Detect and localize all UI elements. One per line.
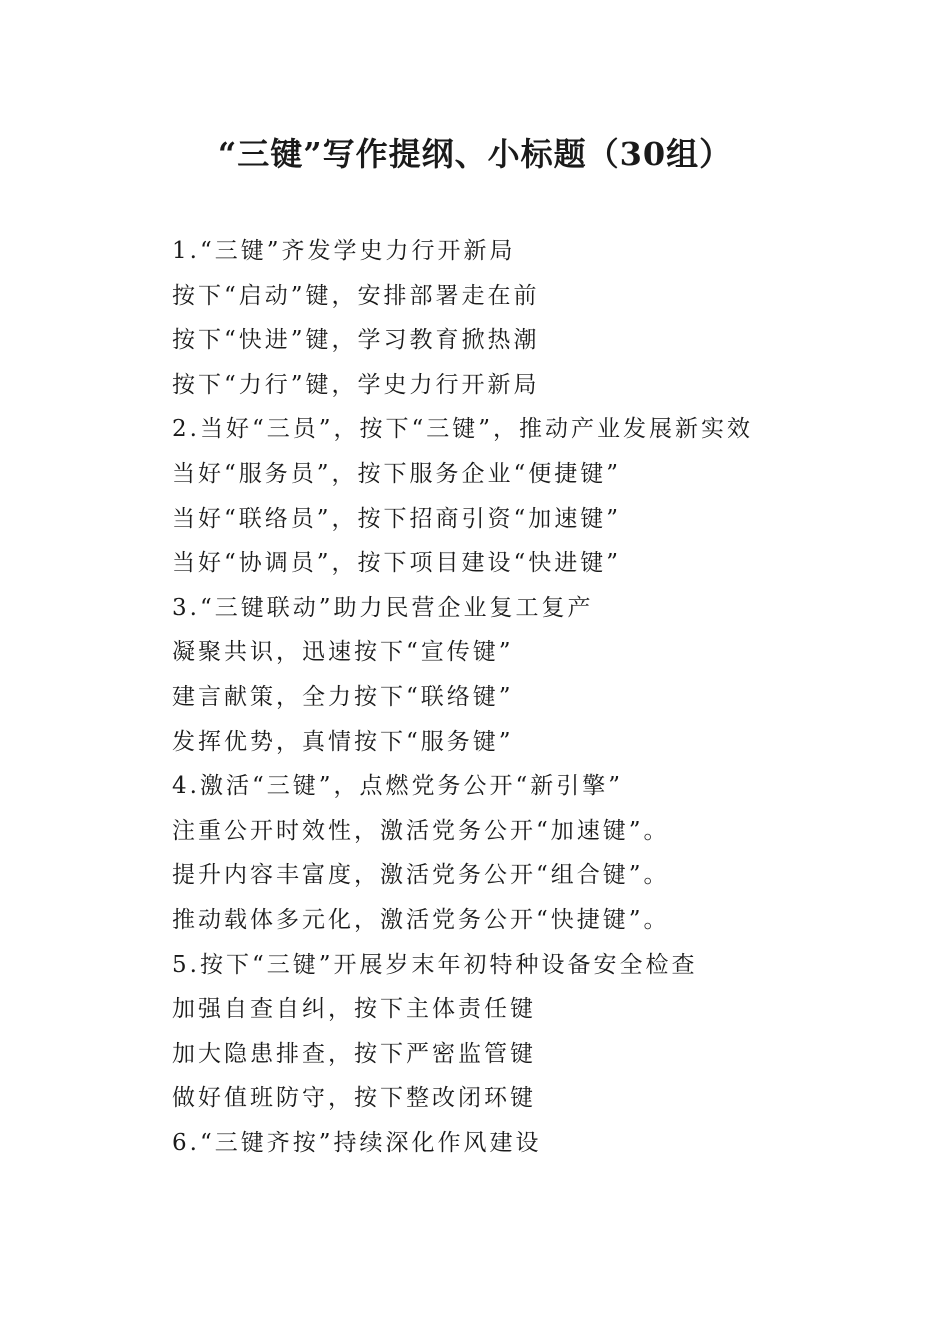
outline-item: 推动载体多元化，激活党务公开“快捷键”。 — [172, 906, 670, 933]
outline-item: 凝聚共识，迅速按下“宣传键” — [172, 639, 514, 666]
outline-item: 发挥优势，真情按下“服务键” — [172, 728, 514, 755]
outline-item: 当好“联络员”，按下招商引资“加速键” — [172, 505, 622, 532]
outline-item: 注重公开时效性，激活党务公开“加速键”。 — [172, 817, 670, 844]
outline-item: 当好“协调员”，按下项目建设“快进键” — [172, 550, 622, 577]
section-heading: 5.按下“三键”开展岁末年初特种设备安全检查 — [172, 951, 698, 978]
section-heading: 1.“三键”齐发学史力行开新局 — [172, 238, 516, 264]
outline-item: 做好值班防守，按下整改闭环键 — [172, 1085, 536, 1112]
section-heading: 4.激活“三键”，点燃党务公开“新引擎” — [172, 773, 623, 800]
outline-item: 当好“服务员”，按下服务企业“便捷键” — [172, 460, 622, 487]
document-title: “三键”写作提纲、小标题（30组） — [217, 135, 733, 173]
section-heading: 3.“三键联动”助力民营企业复工复产 — [172, 594, 594, 621]
section-heading: 6.“三键齐按”持续深化作风建设 — [172, 1129, 542, 1156]
outline-item: 按下“快进”键，学习教育掀热潮 — [172, 327, 540, 354]
outline-item: 提升内容丰富度，激活党务公开“组合键”。 — [172, 862, 670, 889]
outline-item: 建言献策，全力按下“联络键” — [172, 683, 514, 710]
outline-item: 加强自查自纠，按下主体责任键 — [172, 996, 536, 1023]
outline-item: 按下“启动”键，安排部署走在前 — [172, 282, 540, 309]
document-body — [172, 232, 892, 1168]
outline-item: 按下“力行”键，学史力行开新局 — [172, 371, 540, 398]
outline-item: 加大隐患排查，按下严密监管键 — [172, 1040, 536, 1067]
section-heading: 2.当好“三员”，按下“三键”，推动产业发展新实效 — [172, 416, 753, 443]
